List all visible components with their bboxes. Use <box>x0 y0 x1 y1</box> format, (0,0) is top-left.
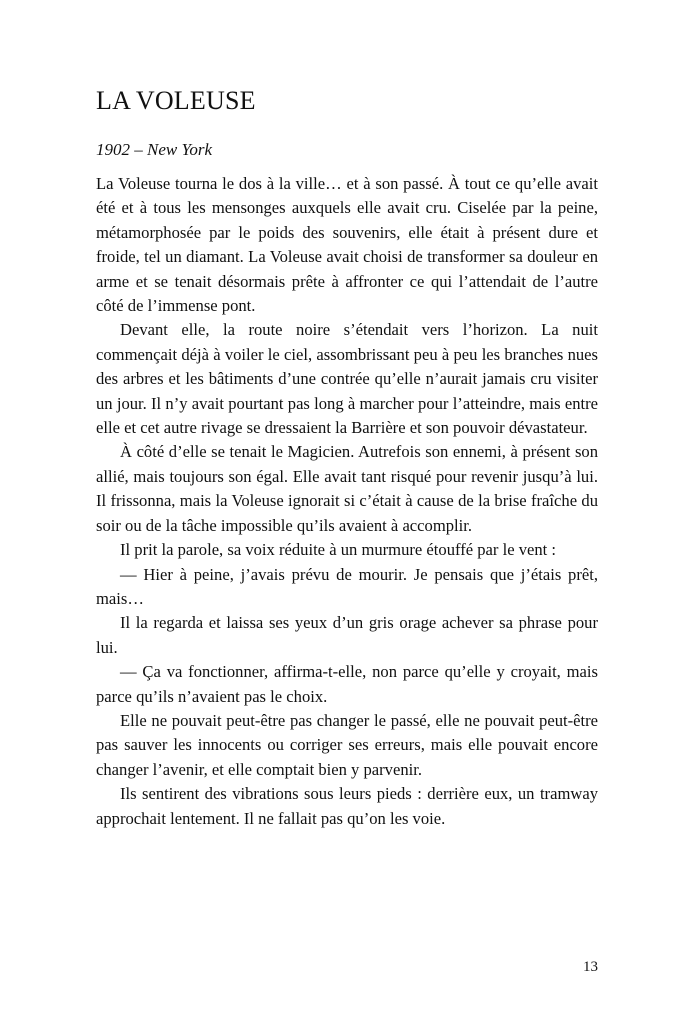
chapter-title: LA VOLEUSE <box>96 86 256 115</box>
paragraph: Il prit la parole, sa voix réduite à un murmure étouffé par le vent : <box>120 540 557 560</box>
page-number: 13 <box>583 959 598 975</box>
paragraph: Devant elle, la route noire s’étendait vers l’horizon. La nuit commençait déjà à voiler le ciel, assombrissant peu à peu les branches nues des arbres et les bâtiments d’une contrée qu’elle n’aurait jamais cru visiter un jour. Il n’y avait pourtant pas long à marcher pour l’atteindre, mais entre elle et cet autre rivage se dressaient la Barrière et son pouvoir dévastateur. <box>96 320 598 438</box>
paragraph: Il la regarda et laissa ses yeux d’un gris orage achever sa phrase pour lui. <box>96 613 598 657</box>
paragraph: Elle ne pouvait peut-être pas changer le passé, elle ne pouvait peut-être pas sauver les innocents ou corriger ses erreurs, mais elle pouvait encore changer l’avenir, et elle comptait bien y parvenir. <box>96 710 598 779</box>
paragraph: La Voleuse tourna le dos à la ville… et à son passé. À tout ce qu’elle avait été et à tous les mensonges auxquels elle avait cru. Ciselée par la peine, métamorphosée par le poids des souvenirs, elle était à présent dure et froide, tel un diamant. La Voleuse avait choisi de transformer sa douleur en arme et se tenait désormais prête à affronter ce qui l’attendait de l’autre côté de l’immense pont. <box>96 174 598 316</box>
paragraph: À côté d’elle se tenait le Magicien. Autrefois son ennemi, à présent son allié, mais toujours son égal. Elle avait tant risqué pour revenir jusqu’à lui. Il frissonna, mais la Voleuse ignorait si c’était à cause de la brise fraîche du soir ou de la tâche impossible qu’ils avaient à accomplir. <box>96 442 598 535</box>
book-page <box>96 0 598 1024</box>
chapter-dateline: 1902 – New York <box>96 140 213 159</box>
paragraph: Ils sentirent des vibrations sous leurs pieds : derrière eux, un tramway approchait lentement. Il ne fallait pas qu’on les voie. <box>96 784 598 828</box>
dialogue-paragraph: — Ça va fonctionner, affirma-t-elle, non parce qu’elle y croyait, mais parce qu’ils n’avaient pas le choix. <box>96 662 598 706</box>
chapter-body <box>96 172 598 831</box>
dialogue-paragraph: — Hier à peine, j’avais prévu de mourir. Je pensais que j’étais prêt, mais… <box>96 564 598 608</box>
